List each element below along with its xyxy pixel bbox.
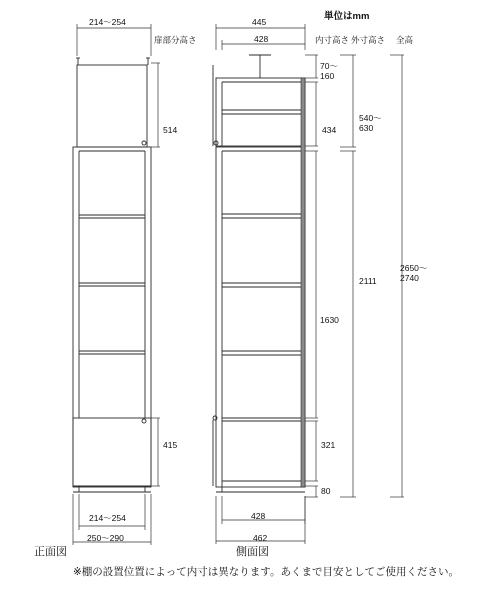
side-back-panel	[301, 78, 305, 487]
column-header-inner-height: 内寸高さ	[315, 35, 350, 45]
column-header-door-height: 扉部分高さ	[154, 35, 197, 45]
front-view-caption: 正面図	[34, 546, 67, 558]
front-lower-door	[73, 418, 151, 486]
front-top-inner-width-label: 214〜254	[89, 17, 126, 27]
front-view-cabinet	[73, 58, 151, 492]
front-outer-width-label: 250〜290	[87, 533, 124, 543]
side-inner-shelves-label: 1630	[320, 315, 339, 325]
side-outer-main-unit-label: 2111	[359, 276, 377, 286]
side-top-inner-depth-label: 428	[254, 34, 269, 44]
side-bottom-inner-depth-label: 428	[251, 511, 266, 521]
front-bottom-inner-width-label: 214〜254	[89, 513, 126, 523]
front-upper-unit	[77, 65, 147, 147]
front-main-body	[73, 147, 151, 487]
hinge-icon	[142, 419, 146, 423]
side-main-body	[216, 147, 305, 487]
total-height-label: 2650〜 2740	[400, 263, 428, 283]
side-upper-unit	[216, 78, 305, 146]
side-view-cabinet	[213, 55, 305, 492]
side-view-caption: 側面図	[236, 546, 269, 558]
side-inner-top-gap-label: 70〜 160	[320, 61, 338, 81]
column-header-outer-height: 外寸高さ	[351, 35, 386, 45]
side-bottom-outer-depth-label: 462	[253, 533, 268, 543]
side-inner-upper-unit-label: 434	[322, 125, 337, 135]
front-lower-door-height-label: 415	[163, 440, 178, 450]
side-top-outer-depth-label: 445	[252, 17, 267, 27]
footnote: ※棚の設置位置によって内寸は異なります。あくまで目安としてご使用ください。	[73, 566, 459, 578]
column-header-total-height: 全高	[396, 35, 414, 45]
side-inner-base-label: 80	[321, 486, 331, 496]
side-inner-lower-unit-label: 321	[321, 440, 336, 450]
side-outer-upper-unit-label: 540〜 630	[359, 113, 382, 133]
unit-label: 単位はmm	[324, 11, 370, 22]
front-upper-door-height-label: 514	[163, 125, 178, 135]
hinge-icon	[142, 141, 146, 145]
